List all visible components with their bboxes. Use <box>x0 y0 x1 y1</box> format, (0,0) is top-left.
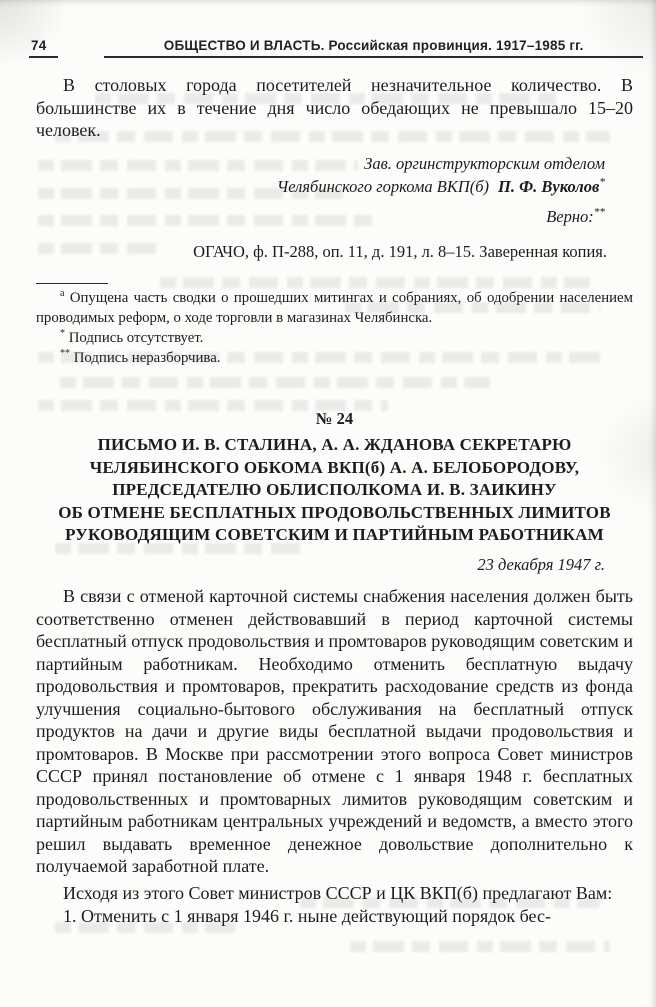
certification-line: Верно:** <box>546 206 605 227</box>
bleed-through-artifact <box>350 941 610 952</box>
signature-name-line: Челябинского горкома ВКП(б) П. Ф. Вуколов* <box>276 176 605 196</box>
archive-reference: ОГАЧО, ф. П-288, оп. 11, д. 191, л. 8–15. Заверенная копия. <box>193 242 607 262</box>
document-title-line: ЧЕЛЯБИНСКОГО ОБКОМА ВКП(б) А. А. БЕЛОБОРОДОВУ, <box>89 457 580 477</box>
doc24-paragraph-2: Исходя из этого Совет министров СССР и ЦК ВКП(б) предлагают Вам: <box>63 882 613 903</box>
footnote-rule <box>36 283 108 284</box>
signature-footnote-marker: * <box>599 176 605 189</box>
signatory-name: П. Ф. Вуколов <box>498 176 600 196</box>
certification-footnote-marker: ** <box>593 206 605 219</box>
document-title-line: ПРЕДСЕДАТЕЛЮ ОБЛИСПОЛКОМА И. В. ЗАИКИНУ <box>112 480 557 500</box>
doc23-paragraph: В столовых города посетителей незначительное количество. В большинстве их в течение дня число обедающих не превышало 15–20 человек. <box>36 75 633 140</box>
document-title-line: ПИСЬМО И. В. СТАЛИНА, А. А. ЖДАНОВА СЕКРЕТАРЮ <box>97 435 572 455</box>
footnote-star: * Подпись отсутствует. <box>60 328 204 347</box>
document-number: № 24 <box>315 409 354 429</box>
footnote-a: $^а$ Опущена часть сводки о прошедших митингах и собраниях, об одобрении населением проводимых реформ, о ходе торговли в магазинах Челябинска. <box>36 288 633 327</box>
document-title-line: ОБ ОТМЕНЕ БЕСПЛАТНЫХ ПРОДОВОЛЬСТВЕННЫХ ЛИМИТОВ <box>58 502 611 522</box>
running-title: ОБЩЕСТВО И ВЛАСТЬ. Российская провинция. 1917–1985 гг. <box>163 38 584 53</box>
document-date: 23 декабря 1947 г. <box>477 555 605 575</box>
doc24-paragraph-1: В связи с отменой карточной системы снабжения населения должен быть соответственно отменен действовавший в период карточной системы бесплатный отпуск продовольствия и промтоваров руководящим советским и партийным работникам. Необходимо отменить бесплатную выдачу продовольствия и промтоваров, прекратить расходование средств из фонда улучшения социально-бытового обслуживания на бесплатный отпуск продуктов на дачи и другие виды бесплатной выдачи продовольствия и промтоваров. В Москве при рассмотрении этого вопроса Совет министров СССР принял постановление об отмене с 1 января 1948 г. бесплатных продовольственных и промтоварных лимитов руководящим советским и партийным работникам центральных учреждений и ведомств, а вместо этого решил выдавать временное денежное довольствие дополнительно к получаемой заработной плате. <box>36 586 633 877</box>
signature-position-line: Зав. оргинструкторским отделом <box>364 153 605 173</box>
document-title-line: РУКОВОДЯЩИМ СОВЕТСКИМ И ПАРТИЙНЫМ РАБОТНИКАМ <box>65 524 604 544</box>
page-header <box>29 38 643 58</box>
footnotes-block <box>36 289 633 369</box>
page-content <box>36 74 633 928</box>
doc24-paragraph-3: 1. Отменить с 1 января 1946 г. ныне действующий порядок бес- <box>63 906 551 927</box>
page-number: 74 <box>29 38 58 58</box>
signature-block <box>36 152 633 199</box>
footnote-doublestar-marker: ** <box>60 348 71 360</box>
document-title <box>42 434 627 546</box>
footnote-doublestar: ** Подпись неразборчива. <box>60 348 221 367</box>
footnote-star-marker: * <box>60 328 66 340</box>
running-title-rule <box>104 38 643 58</box>
footnote-a-marker: а <box>60 288 65 300</box>
